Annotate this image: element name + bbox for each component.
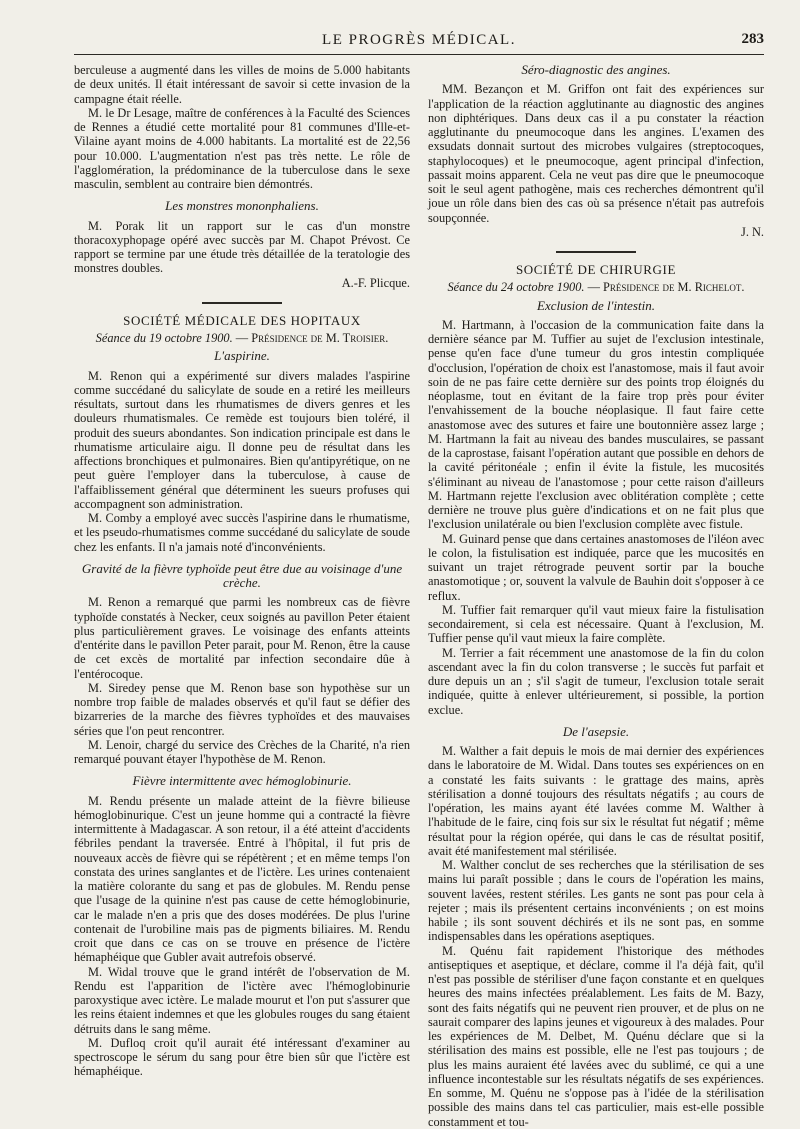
society-heading: SOCIÉTÉ MÉDICALE DES HOPITAUX <box>123 312 361 328</box>
paragraph: M. Widal trouve que le grand intérêt de l'observation de M. Rendu est l'apparition de l'ictère avec l'hémoglobinurie paroxystique avec ictère. Le malade mourut et l'on put s'assurer que les reins étaient indemnes et que les globules rouges du sang étaient détruits dans le sang même. <box>74 964 410 1036</box>
section-subtitle: Gravité de la fièvre typhoïde peut être due au voisinage d'une crèche. <box>81 560 403 590</box>
session-line <box>428 280 764 294</box>
running-head <box>74 28 764 55</box>
signature: J. N. <box>741 224 764 239</box>
section-subtitle: L'aspirine. <box>214 348 270 364</box>
paragraph: M. le Dr Lesage, maître de conférences à la Faculté des Sciences de Rennes a étudié cette mortalité pour 81 communes d'Ille-et-Vilaine ayant moins de 4.000 habitants. La mortalité est de 22,56 pour 10.000. L'augmentation n'est pas très nette. Le rôle de l'agglomération, la prédominance de la tuberculose dans le sexe masculin, semblent au contraire bien démontrés. <box>74 105 410 191</box>
paragraph: M. Walther a fait depuis le mois de mai dernier des expériences dans le laboratoire de M. Widal. Dans toutes ses expériences on en a constaté les faits suivants : le grattage des mains, après stérilisation a donné toujours des résultats négatifs ; au cours de l'opération, les mains ayant été lavées comme M. Walther à l'habitude de le faire, cinq fois sur six le résultat fut négatif ; même résultat pour la région opérée, qui dans le cas de résultat positif, avait été manifestement mal stérilisée. <box>428 744 764 858</box>
journal-title: LE PROGRÈS MÉDICAL. <box>322 32 516 48</box>
paragraph: M. Renon qui a expérimenté sur divers malades l'aspirine comme succédané du salicylate de soude en a retiré les meilleurs résultats, surtout dans les rhumatismes de divers genres et les douleurs rhumatismales. Ce remède est toujours bien toléré, il produit des sueurs abondantes. Son indication principale est dans le rhumatisme articulaire aigu. Il donne peu de résultat dans les affections bronchiques et pulmonaires. Bien qu'antipyrétique, on ne peut guère l'employer dans la tuberculose, à cause de l'affaiblissement général que déterminent les sueurs profuses qui accompagnent son administration. <box>74 368 410 511</box>
two-column-body <box>74 63 764 1129</box>
section-subtitle: Exclusion de l'intestin. <box>537 297 655 313</box>
left-column <box>74 63 410 1129</box>
session-line <box>74 331 410 345</box>
section-rule <box>202 302 282 304</box>
session-date: Séance du 24 octobre 1900. <box>447 280 585 295</box>
session-president: — Présidence de M. Richelot. <box>587 280 745 295</box>
paragraph: M. Guinard pense que dans certaines anastomoses de l'iléon avec le colon, la fistulisation est indiquée, parce que les mucosités en suivant un trajet rétrograde peuvent sortir par la bouche anastomotique ; or, souvent la valvule de Bauhin doit s'opposer à ce reflux. <box>428 531 764 603</box>
society-heading: SOCIÉTÉ DE CHIRURGIE <box>515 262 677 277</box>
paragraph: M. Quénu fait rapidement l'historique des méthodes antiseptiques et aseptique, et déclare, comme il l'a déjà fait, qu'il n'est pas possible de stériliser d'une façon constante et en quelques heures des mains infectées préalablement. Les faits de M. Bazy, sont des faits négatifs qui ne peuvent rien prouver, et de plus on ne saurait comparer des lapins jeunes et vigoureux à des malades. Pour les expériences de M. Delbet, M. Quénu déclare que si la stérilisation des mains est possible, elle ne l'est pas toujours ; de plus les mains auraient été lavées avec du sublimé, ce qui a une influence incontestable sur les résultats négatifs de ses expériences. En somme, M. Quénu ne s'oppose pas à l'idée de la stérilisation possible des mains dans tel cas particulier, mais est-elle possible constamment et tou- <box>428 943 764 1129</box>
section-rule <box>556 251 636 253</box>
section-subtitle: Les monstres mononphaliens. <box>165 198 319 214</box>
paragraph: M. Porak lit un rapport sur le cas d'un monstre thoracoxyphopage opéré avec succès par M. Chapot Prévost. Ce rapport se termine par une étude très détaillée de la teratologie des monstres doubles. <box>74 218 410 276</box>
paragraph: M. Lenoir, chargé du service des Crèches de la Charité, n'a rien remarqué pouvant étayer l'hypothèse de M. Renon. <box>74 737 410 766</box>
signature: A.-F. Plicque. <box>341 275 410 290</box>
paragraph: M. Walther conclut de ses recherches que la stérilisation de ses mains lui paraît possible ; dans le cours de l'opération les mains, souvent lavées, restent stériles. Les gants ne sont pas pour cela à rejeter ; mais ils présentent certains inconvénients ; on est moins habile ; ils sont souvent déchirés et ils ne sont pas, en somme indispensables dans les opérations aseptiques. <box>428 858 764 944</box>
section-subtitle: Fièvre intermittente avec hémoglobinurie. <box>132 773 352 789</box>
right-column <box>428 63 764 1129</box>
paragraph: berculeuse a augmenté dans les villes de moins de 5.000 habitants de deux unités. Il était intéressant de savoir si cette invasion de la campagne était réelle. <box>74 63 410 106</box>
paragraph: M. Tuffier fait remarquer qu'il vaut mieux faire la fistulisation secondairement, si cela est nécessaire. Quant à l'exclusion, M. Tuffier pense qu'il vaut mieux la faire complète. <box>428 602 764 646</box>
paragraph: M. Siredey pense que M. Renon base son hypothèse sur un nombre trop faible de malades observés et qu'il faut se défier des bizarreries de la marche des fièvres typhoïdes et des mauvaises séries que l'on peut rencontrer. <box>74 680 410 738</box>
session-president: — Présidence de M. Troisier. <box>235 331 389 345</box>
paragraph: M. Rendu présente un malade atteint de la fièvre bilieuse hémoglobinurique. C'est un jeune homme qui a contracté la fièvre intermittente à Madagascar. A son retour, il a été atteint d'accidents fébriles pendant la traversée. Entré à l'hôpital, il fut pris de nouveaux accès de fièvre qui se répétèrent ; et en même temps l'on constata des urines sanglantes et de l'ictère. Les urines contenaient la matière colorante du sang et pas de globules. M. Rendu pense que l'usage de la quinine n'est pas cause de cette hémoglobinurie, car le malade n'en a pris que des doses modérées. De plus l'urine contenait de l'urobiline mais pas de pigments biliaires. M. Rendu croit que dans ce cas on se trouve en présence de l'ictère hémaphéique que Gubler avait autrefois observé. <box>74 793 410 965</box>
paragraph: M. Renon a remarqué que parmi les nombreux cas de fièvre typhoïde constatés à Necker, ceux soignés au pavillon Peter étaient plus particulièrement graves. Le voisinage des enfants atteints d'entérite dans le pavillon Peter parait, pour M. Renon, être la cause de cet excès de mortalité par infection secondaire dûe à l'entérocoque. <box>74 595 410 681</box>
paragraph: M. Comby a employé avec succès l'aspirine dans le rhumatisme, et les pseudo-rhumatismes comme succédané du salicylate de soude chez les enfants. Il n'a jamais noté d'inconvénients. <box>74 511 410 554</box>
section-subtitle: De l'asepsie. <box>562 723 630 739</box>
session-date: Séance du 19 octobre 1900. <box>95 331 233 345</box>
paragraph: M. Dufloq croit qu'il aurait été intéressant d'examiner au spectroscope le sérum du sang pour être bien sûr que l'ictère est hémaphéique. <box>74 1035 410 1079</box>
paragraph: M. Hartmann, à l'occasion de la communication faite dans la dernière séance par M. Tuffier au sujet de l'exclusion intestinale, pense qu'en face d'une tumeur du gros intestin compliquée d'occlusion, l'opération de choix est l'anastomose, mais il faut avoir soin de ne pas faire cette dernière sur des points trop éloignés du néoplasme, tout en évitant de la faire trop près pour éviter l'envahissement de la bouche néoplasique. Il faut faire cette anastomose avec des sutures et faire une boutonnière assez large ; M. Hartmann la fait au niveau des bandes musculaires, se passant de la caprostase, faisant l'opération autant que possible en dehors de la cavité péritonéale ; enfin il évite la fistule, les mucosités s'éliminant au niveau de l'anastomose ; pour cette raison d'ailleurs M. Hartmann rejette l'exclusion avec oblitération complète ; cette dernière ne trouve plus guère d'indications et on ne fait plus que l'exclusion unilatérale ou bien l'exclusion complète avec fistule. <box>428 317 764 532</box>
paragraph: M. Terrier a fait récemment une anastomose de la fin du colon ascendant avec la fin du colon transverse ; le succès fut parfait et dure depuis un an ; s'il s'agit de tumeur, l'exclusion totale serait indiquée, quitte à enlever ultérieurement, si possible, la portion exclue. <box>428 645 764 717</box>
paragraph: MM. Bezançon et M. Griffon ont fait des expériences sur l'application de la réaction agglutinante au diagnostic des angines non diphtériques. Dans deux cas il a pu constater la réaction agglutinante du pneumocoque dans les angines. L'examen des exsudats donnait surtout des microbes vulgaires (streptocoques, staphylocoques) et le pneumocoque, agent principal d'infection, passait moins apparent. Cela ne veut pas dire que le pneumocoque soit le seul agent pathogène, mais ces recherches démontrent qu'il joue un rôle dans bien des cas où sa présence n'était pas autrefois soupçonnée. <box>428 82 764 225</box>
section-subtitle: Séro-diagnostic des angines. <box>521 62 671 77</box>
page-number: 283 <box>741 31 764 47</box>
